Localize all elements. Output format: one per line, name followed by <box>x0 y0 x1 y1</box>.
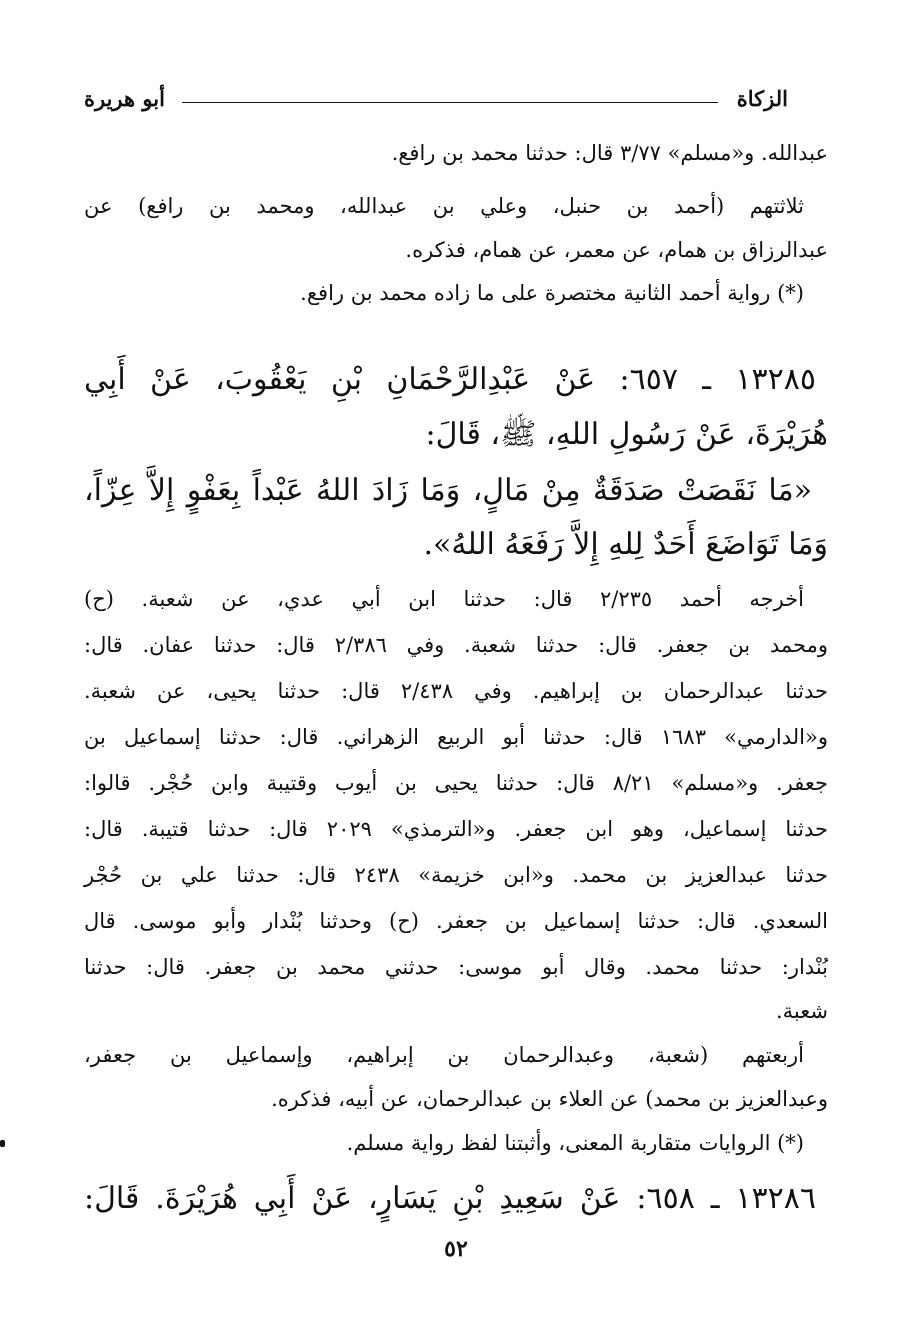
takhrij-line: و«الدارمي» ١٦٨٣ قال: حدثنا أبو الربيع الزهراني. قال: حدثنا إسماعيل بن <box>84 725 828 749</box>
hadith-heading: ١٣٢٨٦ ـ ٦٥٨: عَنْ سَعِيدِ بْنِ يَسَارٍ، عَنْ أَبِي هُرَيْرَةَ. قَالَ: <box>84 1181 816 1216</box>
page-number: ٥٢ <box>444 1236 468 1262</box>
scan-mark <box>0 1140 5 1147</box>
takhrij-line: أخرجه أحمد ٢/٢٣٥ قال: حدثنا ابن أبي عدي، عن شعبة. (ح) <box>84 587 804 611</box>
takhrij-line: أربعتهم (شعبة، وعبدالرحمان بن إبراهيم، وإسماعيل بن جعفر، <box>84 1043 804 1067</box>
takhrij-line: حدثنا إسماعيل، وهو ابن جعفر. و«الترمذي» ٢٠٢٩ قال: حدثنا قتيبة. قال: <box>84 817 828 841</box>
takhrij-line: حدثنا عبدالرحمان بن إبراهيم. وفي ٢/٤٣٨ قال: حدثنا يحيى، عن شعبة. <box>84 679 829 703</box>
header-narrator: أبو هريرة <box>84 86 165 111</box>
takhrij-line: حدثنا عبدالعزيز بن محمد. و«ابن خزيمة» ٢٤٣٨ قال: حدثنا علي بن حُجْر <box>84 863 829 887</box>
takhrij-line: بُنْدار: حدثنا محمد. وقال أبو موسى: حدثني محمد بن جعفر. قال: حدثنا <box>84 955 828 979</box>
takhrij-line: وعبدالعزيز بن محمد) عن العلاء بن عبدالرحمان، عن أبيه، فذكره. <box>271 1087 828 1111</box>
hadith-line: «مَا نَقَصَتْ صَدَقَةٌ مِنْ مَالٍ، وَمَا زَادَ اللهُ عَبْداً بِعَفْوٍ إِلاَّ عِزّاً، <box>84 473 812 508</box>
running-header <box>84 86 788 116</box>
hadith-line: هُرَيْرَةَ، عَنْ رَسُولِ اللهِ، ﷺ، قَالَ: <box>425 417 828 452</box>
text-line: عبدالرزاق بن همام، عن معمر، عن همام، فذكره. <box>405 238 828 262</box>
hadith-line: وَمَا تَوَاضَعَ أَحَدٌ لِلهِ إِلاَّ رَفَعَهُ اللهُ». <box>423 527 828 562</box>
note-line: (*) الروايات متقاربة المعنى، وأثبتنا لفظ رواية مسلم. <box>346 1131 804 1155</box>
takhrij-line: شعبة. <box>776 999 828 1023</box>
header-rule <box>182 102 718 103</box>
takhrij-line: جعفر. و«مسلم» ٨/٢١ قال: حدثنا يحيى بن أيوب وقتيبة وابن حُجْر. قالوا: <box>84 771 828 795</box>
header-chapter: الزكاة <box>736 86 788 111</box>
text-line: عبدالله. و«مسلم» ٣/٧٧ قال: حدثنا محمد بن رافع. <box>391 141 828 165</box>
hadith-heading: ١٣٢٨٥ ـ ٦٥٧: عَنْ عَبْدِالرَّحْمَانِ بْنِ يَعْقُوبَ، عَنْ أَبِي <box>84 362 816 397</box>
takhrij-line: السعدي. قال: حدثنا إسماعيل بن جعفر. (ح) وحدثنا بُنْدار وأبو موسى. قال <box>84 909 828 933</box>
takhrij-line: ومحمد بن جعفر. قال: حدثنا شعبة. وفي ٢/٣٨٦ قال: حدثنا عفان. قال: <box>84 633 828 657</box>
note-line: (*) رواية أحمد الثانية مختصرة على ما زاده محمد بن رافع. <box>300 281 804 305</box>
text-line: ثلاثتهم (أحمد بن حنبل، وعلي بن عبدالله، ومحمد بن رافع) عن <box>84 194 804 218</box>
